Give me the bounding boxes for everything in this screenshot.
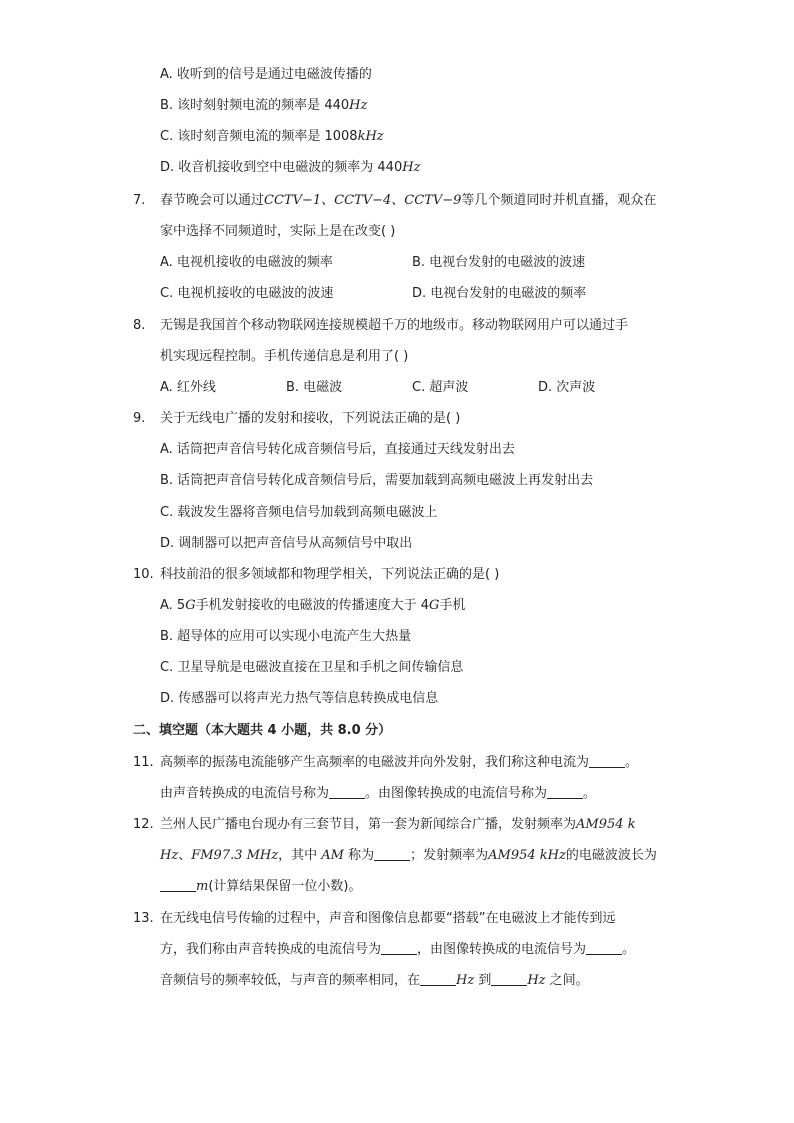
answer-blank[interactable] [589,753,625,768]
q11-line2: 由声音转换成的电流信号称为 。由图像转换成的电流信号称为 。 [160,786,597,801]
answer-blank[interactable] [160,877,196,892]
q7-stem-line1: 春节晚会可以通过CCTV−1、CCTV−4、CCTV−9等几个频道同时并机直播，观众在 [160,193,657,208]
answer-blank[interactable] [491,971,527,986]
q6-option-a: A. 收听到的信号是通过电磁波传播的 [160,67,372,82]
q7-option-d: D. 电视台发射的电磁波的频率 [412,286,587,301]
q10-option-c: C. 卫星导航是电磁波直接在卫星和手机之间传输信息 [160,660,464,675]
q8-option-d: D. 次声波 [538,380,596,395]
q9-option-d: D. 调制器可以把声音信号从高频信号中取出 [160,536,413,551]
q8-stem-line1: 无锡是我国首个移动物联网连接规模超千万的地级市。移动物联网用户可以通过手 [160,318,629,333]
q7-option-a: A. 电视机接收的电磁波的频率 [160,255,333,270]
q13-line1: 在无线电信号传输的过程中，声音和图像信息都要“搭载”在电磁波上才能传到远 [160,911,616,926]
q6-option-b: B. 该时刻射频电流的频率是 440Hz [160,98,368,113]
q7-stem-line2: 家中选择不同频道时，实际上是在改变( ) [160,224,396,239]
q11-number: 11. [133,755,154,770]
q12-line3: m(计算结果保留一位小数)。 [160,877,361,897]
q9-option-a: A. 话筒把声音信号转化成音频信号后，直接通过天线发射出去 [160,442,515,457]
answer-blank[interactable] [381,940,417,955]
q8-option-b: B. 电磁波 [286,380,343,395]
q6-option-c: C. 该时刻音频电流的频率是 1008kHz [160,129,384,144]
q10-option-d: D. 传感器可以将声光力热气等信息转换成电信息 [160,691,439,706]
answer-blank[interactable] [374,846,410,861]
q7-option-b: B. 电视台发射的电磁波的波速 [412,255,586,270]
q8-option-a: A. 红外线 [160,380,216,395]
q7-number: 7. [133,193,146,208]
q13-number: 13. [133,911,154,926]
answer-blank[interactable] [586,940,622,955]
q8-stem-line2: 机实现远程控制。手机传递信息是利用了( ) [160,349,409,364]
q12-line2: Hz、FM97.3 MHz，其中 AM 称为 ；发射频率为AM954 kHz的电磁波波长为 [160,848,657,863]
q11-line1: 高频率的振荡电流能够产生高频率的电磁波并向外发射，我们称这种电流为 。 [160,755,639,770]
q9-option-c: C. 载波发生器将音频电信号加载到高频电磁波上 [160,505,438,520]
q8-number: 8. [133,318,146,333]
q8-option-c: C. 超声波 [412,380,469,395]
q10-option-b: B. 超导体的应用可以实现小电流产生大热量 [160,629,412,644]
answer-blank[interactable] [329,784,365,799]
q10-option-a: A. 5G手机发射接收的电磁波的传播速度大于 4G手机 [160,598,466,613]
answer-blank[interactable] [420,971,456,986]
q12-line1: 兰州人民广播电台现办有三套节目，第一套为新闻综合广播，发射频率为AM954 k [160,817,636,832]
q9-option-b: B. 话筒把声音信号转化成音频信号后，需要加载到高频电磁波上再发射出去 [160,473,594,488]
q10-stem: 科技前沿的很多领域都和物理学相关，下列说法正确的是( ) [160,567,500,582]
section-title: 二、填空题（本大题共 4 小题，共 8.0 分） [133,723,392,738]
q9-stem: 关于无线电广播的发射和接收，下列说法正确的是( ) [160,411,461,426]
q13-line2: 方，我们称由声音转换成的电流信号为 ，由图像转换成的电流信号为 。 [160,942,636,957]
q7-option-c: C. 电视机接收的电磁波的波速 [160,286,334,301]
q13-line3: 音频信号的频率较低，与声音的频率相同，在 Hz 到 Hz 之间。 [160,973,589,988]
q9-number: 9. [133,411,146,426]
q6-option-d: D. 收音机接收到空中电磁波的频率为 440Hz [160,160,421,175]
q12-number: 12. [133,817,154,832]
q10-number: 10. [133,567,154,582]
answer-blank[interactable] [547,784,583,799]
